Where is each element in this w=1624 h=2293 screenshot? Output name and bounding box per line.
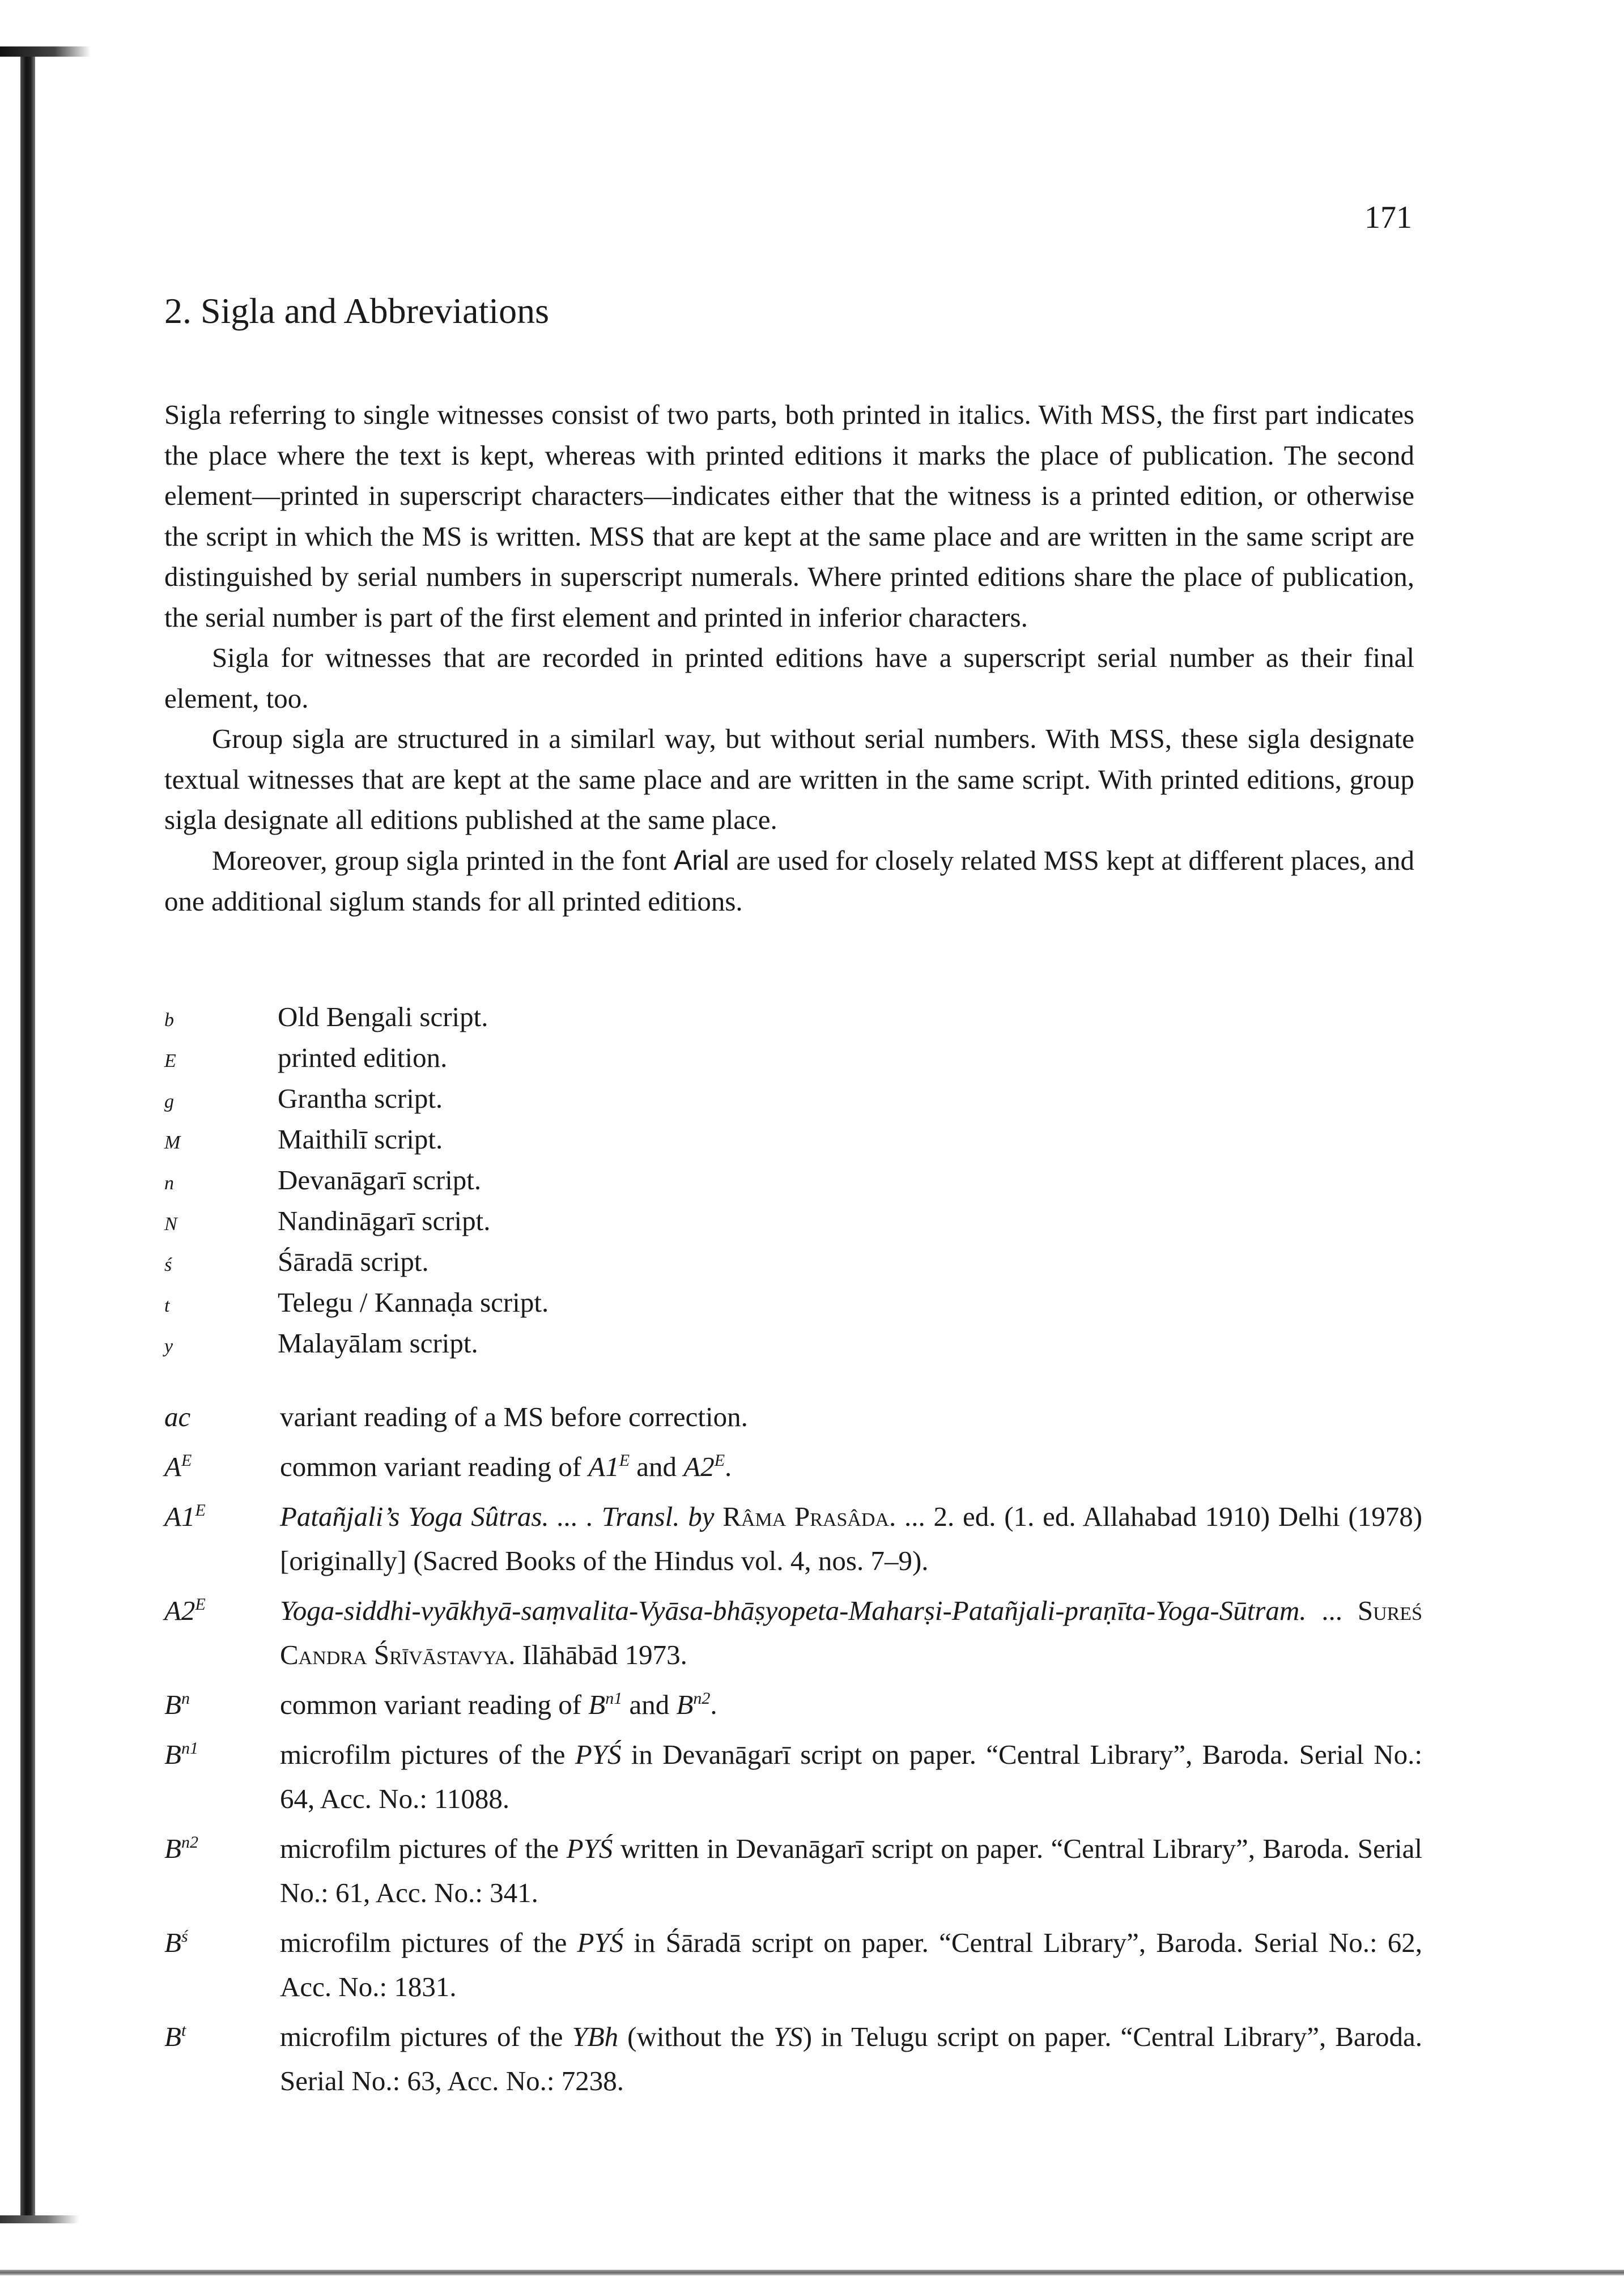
abbr-entry-bn1 bbox=[164, 1733, 1428, 1821]
abbr-entry-a2e bbox=[164, 1589, 1428, 1677]
work-title: PYŚ bbox=[577, 1927, 624, 1958]
siglum-description: microfilm pictures of the PYŚ in Śāradā script on paper. “Central Library”, Baroda. Serial No.: 62, Acc. No.: 1831. bbox=[280, 1927, 1423, 2002]
list-item bbox=[164, 1245, 958, 1286]
abbreviation-list bbox=[164, 1395, 1428, 2109]
list-item bbox=[164, 1082, 958, 1123]
siglum: $B^{n1}$ bbox=[164, 1739, 198, 1770]
siglum: t bbox=[164, 1295, 170, 1316]
work-title: PYŚ bbox=[566, 1833, 613, 1864]
siglum-description: Old Bengali script. bbox=[278, 1001, 488, 1032]
section-heading: 2. Sigla and Abbreviations bbox=[164, 291, 550, 331]
work-title: Yoga-siddhi-vyākhyā-saṃvalita-Vyāsa-bhāṣyopeta-Maharṣi-Patañjali-praṇīta-Yoga-Sūtram. bbox=[280, 1595, 1307, 1626]
siglum-description: Grantha script. bbox=[278, 1083, 443, 1114]
abbr-entry-ae bbox=[164, 1445, 1428, 1489]
siglum-description: Patañjali’s Yoga Sûtras. ... . Transl. by Râma Prasâda. ... 2. ed. (1. ed. Allahabad 1910) Delhi (1978) [originally] (Sacred Books of the Hindus vol. 4, nos. 7–9). bbox=[280, 1501, 1423, 1576]
siglum-description: Devanāgarī script. bbox=[278, 1164, 482, 1196]
author-name: Râma Prasâda bbox=[722, 1501, 890, 1532]
intro-text bbox=[164, 394, 1414, 922]
intro-paragraph-4: Moreover, group sigla printed in the font Arial are used for closely related MSS kept at different places, and one additional siglum stands for all printed editions. bbox=[164, 844, 1414, 917]
siglum: b bbox=[164, 1010, 174, 1031]
intro-paragraph-2: Sigla for witnesses that are recorded in printed editions have a superscript serial number as their final element, too. bbox=[164, 642, 1414, 714]
page-number: 171 bbox=[1364, 200, 1412, 235]
siglum-description: microfilm pictures of the PYŚ written in Devanāgarī script on paper. “Central Library”, Baroda. Serial No.: 61, Acc. No.: 341. bbox=[280, 1833, 1422, 1908]
siglum: ś bbox=[164, 1254, 172, 1275]
siglum: n bbox=[164, 1173, 174, 1194]
siglum: $A1^E$ bbox=[164, 1501, 206, 1532]
list-item bbox=[164, 1001, 958, 1041]
scan-bottom-edge bbox=[0, 2270, 1624, 2275]
siglum: N bbox=[164, 1214, 177, 1235]
intro-paragraph-3: Group sigla are structured in a similarl way, but without serial numbers. With MSS, these sigla designate textual witnesses that are kept at the same place and are written in the same script. With printed editions, group sigla designate all editions published at the same place. bbox=[164, 723, 1414, 835]
siglum-description: common variant reading of $A1^E$ and $A2^E$. bbox=[280, 1451, 732, 1482]
siglum: $B^n$ bbox=[164, 1689, 190, 1720]
abbr-entry-a1e bbox=[164, 1495, 1428, 1583]
siglum: ac bbox=[164, 1401, 191, 1432]
siglum-description: variant reading of a MS before correction. bbox=[280, 1401, 748, 1432]
abbr-entry-bn bbox=[164, 1683, 1428, 1727]
siglum-description: printed edition. bbox=[278, 1042, 448, 1073]
binding-spine-top bbox=[0, 46, 91, 57]
siglum: $B^ś$ bbox=[164, 1927, 188, 1958]
siglum: M bbox=[164, 1132, 181, 1153]
siglum-description: microfilm pictures of the PYŚ in Devanāgarī script on paper. “Central Library”, Baroda. Serial No.: 64, Acc. No.: 11088. bbox=[280, 1739, 1422, 1814]
work-title: Patañjali’s Yoga Sûtras. ... . Transl. by bbox=[280, 1501, 715, 1532]
arial-sample: Arial bbox=[673, 845, 729, 876]
script-sigla-list bbox=[164, 1001, 958, 1368]
siglum-description: Nandināgarī script. bbox=[278, 1205, 491, 1236]
list-item bbox=[164, 1123, 958, 1164]
work-title: YBh bbox=[572, 2021, 619, 2052]
abbr-entry-bn2 bbox=[164, 1827, 1428, 1915]
binding-spine-foot bbox=[0, 2215, 79, 2223]
siglum-description: common variant reading of $B^{n1}$ and $B^{n2}$. bbox=[280, 1689, 717, 1720]
list-item bbox=[164, 1041, 958, 1082]
siglum: $B^{n2}$ bbox=[164, 1833, 198, 1864]
siglum-description: Malayālam script. bbox=[278, 1328, 478, 1359]
siglum: $A2^E$ bbox=[164, 1595, 206, 1626]
siglum: $A^E$ bbox=[164, 1451, 192, 1482]
abbr-entry-bt bbox=[164, 2015, 1428, 2103]
list-item bbox=[164, 1164, 958, 1205]
work-title: PYŚ bbox=[575, 1739, 622, 1770]
intro-paragraph-1: Sigla referring to single witnesses consist of two parts, both printed in italics. With MSS, the first part indicates the place where the text is kept, whereas with printed editions it marks the place of publication. The second element—printed in superscript characters—indicates either that the witness is a printed edition, or otherwise the script in which the MS is written. MSS that are kept at the same place and are written in the same script are distinguished by serial numbers in superscript numerals. Where printed editions share the place of publication, the serial number is part of the first element and printed in inferior characters. bbox=[164, 399, 1414, 633]
list-item bbox=[164, 1205, 958, 1245]
siglum: g bbox=[164, 1091, 174, 1112]
siglum: $B^t$ bbox=[164, 2021, 186, 2052]
binding-spine-shadow bbox=[20, 52, 35, 2222]
siglum-description: Maithilī script. bbox=[278, 1124, 443, 1155]
abbr-entry-ac bbox=[164, 1395, 1428, 1439]
siglum-description: Śāradā script. bbox=[278, 1246, 429, 1277]
siglum: E bbox=[164, 1050, 176, 1071]
abbr-entry-bs bbox=[164, 1921, 1428, 2009]
siglum-description: Telegu / Kannaḍa script. bbox=[278, 1287, 549, 1318]
list-item bbox=[164, 1286, 958, 1327]
siglum-description: microfilm pictures of the YBh (without the YS) in Telugu script on paper. “Central Library”, Baroda. Serial No.: 63, Acc. No.: 7238. bbox=[280, 2021, 1422, 2096]
siglum: y bbox=[164, 1336, 173, 1357]
author-name: Sureś Candra Śrīvāstavya bbox=[280, 1595, 1422, 1670]
siglum-description: Yoga-siddhi-vyākhyā-saṃvalita-Vyāsa-bhāṣyopeta-Maharṣi-Patañjali-praṇīta-Yoga-Sūtram. ... Sureś Candra Śrīvāstavya. Ilāhābād 1973. bbox=[280, 1595, 1422, 1670]
list-item bbox=[164, 1327, 958, 1368]
work-title: YS bbox=[773, 2021, 803, 2052]
